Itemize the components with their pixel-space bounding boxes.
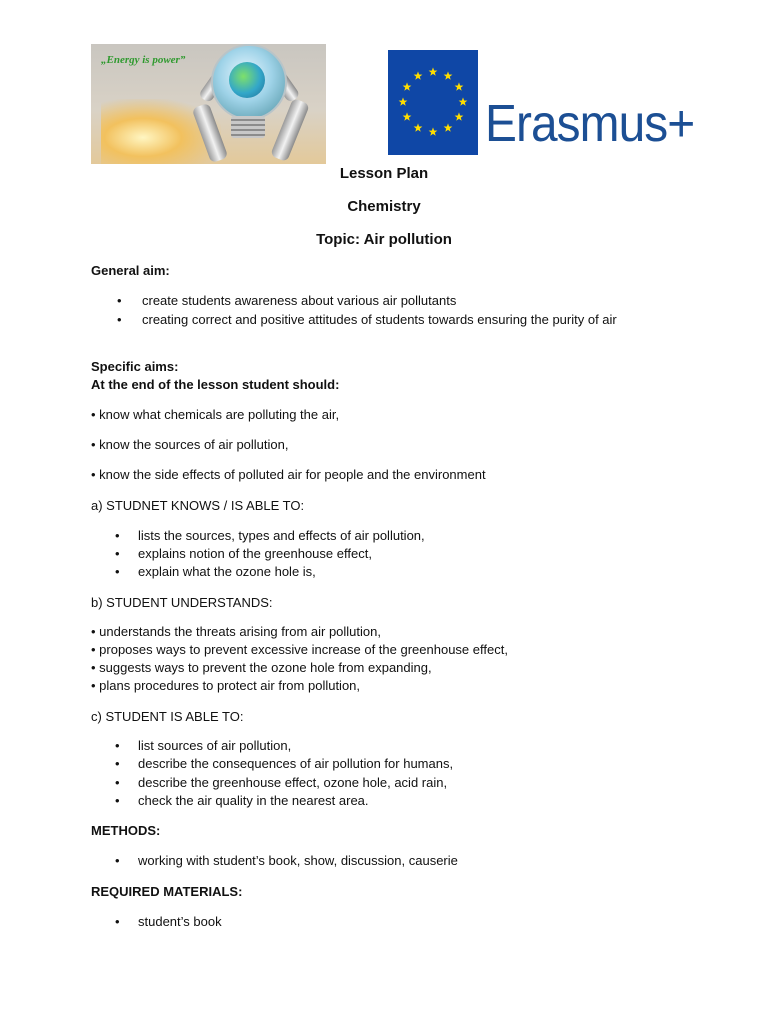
bullet-icon: • [115, 528, 120, 543]
section-b-item: • understands the threats arising from air pollution, [91, 624, 381, 639]
section-c-item: check the air quality in the nearest area. [138, 793, 369, 808]
bullet-icon: • [115, 793, 120, 808]
section-a-item: lists the sources, types and effects of air pollution, [138, 528, 425, 543]
methods-heading: METHODS: [91, 823, 161, 838]
eu-star-icon [403, 112, 412, 120]
bullet-icon: • [115, 853, 120, 868]
eu-star-icon [414, 123, 423, 131]
section-c-item: describe the consequences of air pollution for humans, [138, 756, 454, 771]
bullet-icon: • [117, 312, 122, 327]
general-aim-item: creating correct and positive attitudes of students towards ensuring the purity of air [142, 312, 617, 327]
bullet-icon: • [115, 775, 120, 790]
lesson-plan-title: Lesson Plan [339, 165, 429, 182]
eu-star-icon [399, 97, 408, 105]
eu-star-icon [444, 71, 453, 79]
bullet-icon: • [115, 564, 120, 579]
energy-slogan: „Energy is power” [101, 54, 186, 66]
bullet-icon: • [115, 914, 120, 929]
specific-aim-item: • know what chemicals are polluting the air, [91, 407, 340, 422]
general-aim-item: create students awareness about various air pollutants [142, 293, 457, 308]
materials-item: student’s book [138, 914, 222, 929]
section-b-item: • plans procedures to protect air from pollution, [91, 678, 361, 693]
section-a-item: explains notion of the greenhouse effect, [138, 546, 372, 561]
specific-aim-item: • know the side effects of polluted air for people and the environment [91, 467, 486, 482]
specific-aims-subheading: At the end of the lesson student should: [91, 377, 340, 392]
section-a-heading: a) STUDNET KNOWS / IS ABLE TO: [91, 498, 305, 513]
eu-star-icon [444, 123, 453, 131]
eu-star-icon [455, 82, 464, 90]
erasmus-wordmark: Erasmus+ [485, 95, 695, 153]
general-aim-heading: General aim: [91, 263, 170, 278]
eu-star-icon [455, 112, 464, 120]
erasmus-plus-logo [388, 50, 695, 160]
bullet-icon: • [115, 546, 120, 561]
section-a-item: explain what the ozone hole is, [138, 564, 316, 579]
section-c-item: describe the greenhouse effect, ozone hole, acid rain, [138, 775, 448, 790]
section-b-item: • proposes ways to prevent excessive increase of the greenhouse effect, [91, 642, 508, 657]
eu-star-icon [414, 71, 423, 79]
bullet-icon: • [117, 293, 122, 308]
subject-title: Chemistry [347, 198, 421, 215]
section-b-item: • suggests ways to prevent the ozone hole from expanding, [91, 660, 432, 675]
specific-aim-item: • know the sources of air pollution, [91, 437, 289, 452]
eu-flag-icon [388, 50, 478, 155]
bullet-icon: • [115, 756, 120, 771]
specific-aims-heading: Specific aims: [91, 359, 179, 374]
eu-star-icon [429, 127, 438, 135]
section-c-item: list sources of air pollution, [138, 738, 292, 753]
section-b-heading: b) STUDENT UNDERSTANDS: [91, 595, 273, 610]
eu-star-icon [429, 67, 438, 75]
topic-title: Topic: Air pollution [316, 231, 452, 248]
required-materials-heading: REQUIRED MATERIALS: [91, 884, 243, 899]
bullet-icon: • [115, 738, 120, 753]
globe-icon [229, 62, 265, 98]
eu-star-icon [459, 97, 468, 105]
energy-is-power-image [91, 44, 326, 164]
section-c-heading: c) STUDENT IS ABLE TO: [91, 709, 244, 724]
eu-star-icon [403, 82, 412, 90]
bulb-base [231, 116, 265, 138]
methods-item: working with student’s book, show, discussion, causerie [138, 853, 458, 868]
